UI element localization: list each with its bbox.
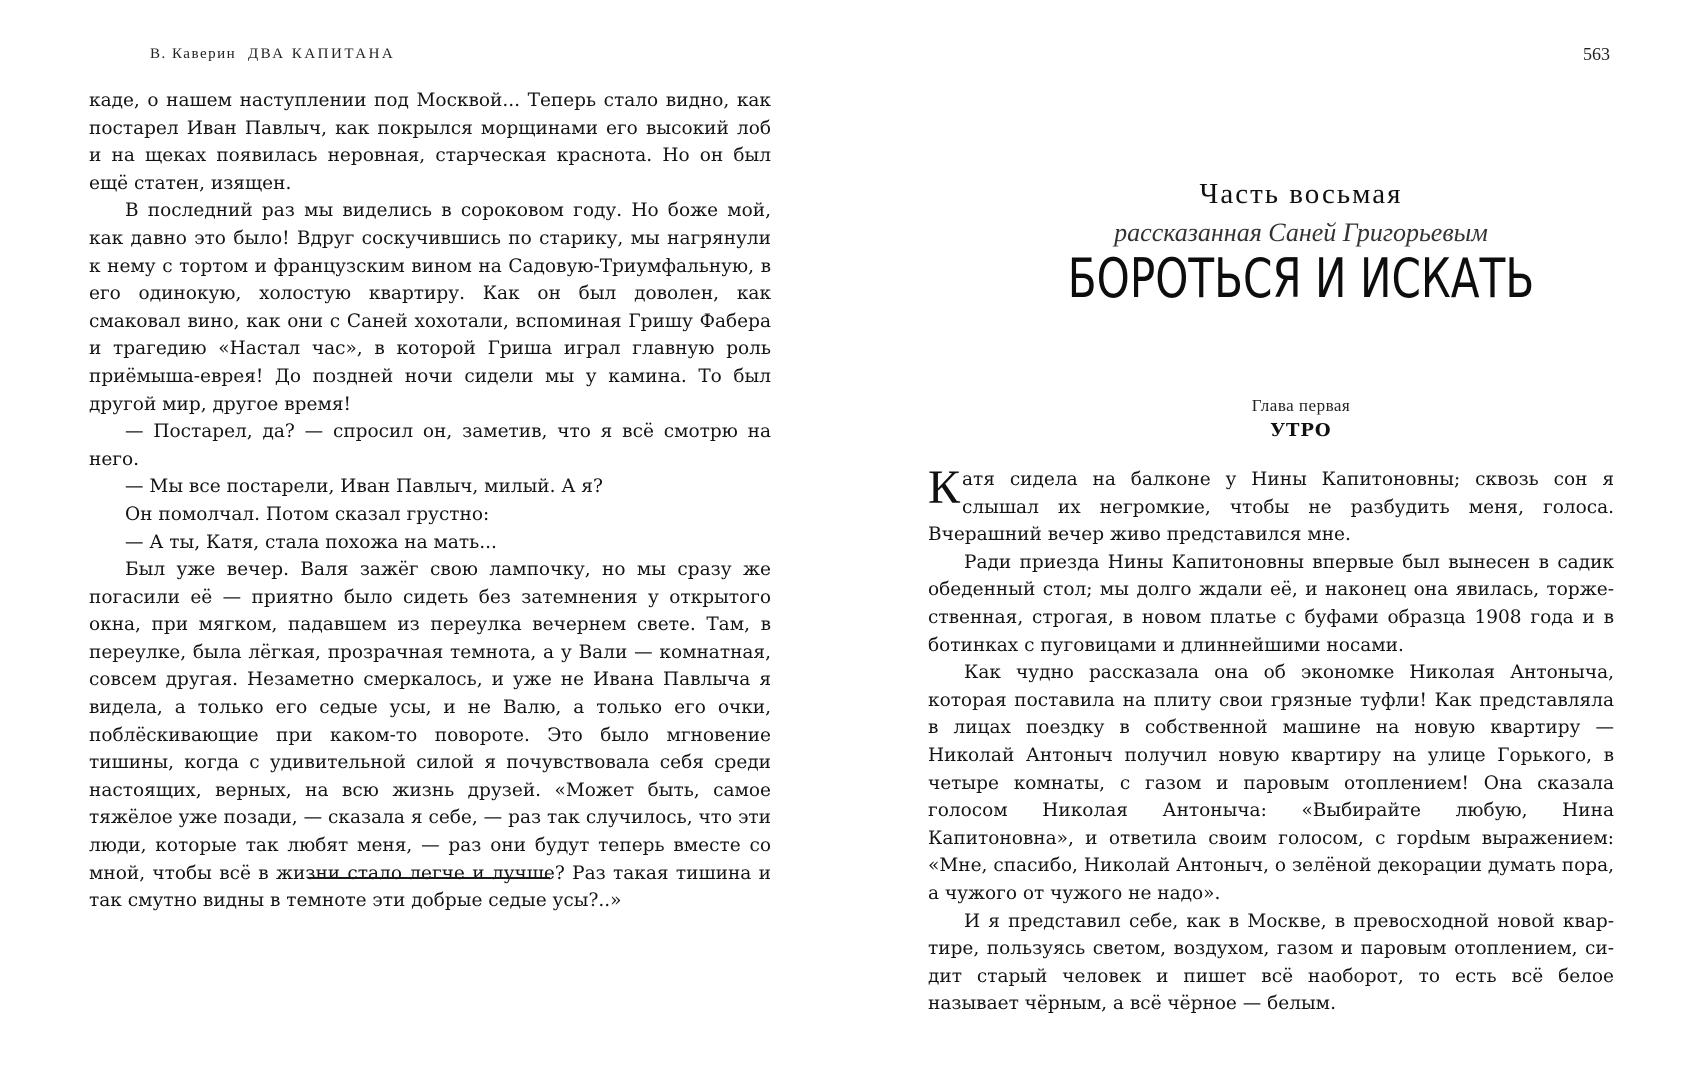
opening-paragraph-text: атя сидела на балконе у Нины Капитоновны; сквозь сон я слышал их негромкие, чтобы не разбудить меня, голоса. Вчерашний вечер живо представился мне.: [928, 469, 1614, 546]
running-head: [150, 46, 395, 63]
part-title: Часть восьмая: [1199, 178, 1403, 210]
opening-paragraph: [928, 461, 1614, 549]
page-number: 563: [1583, 44, 1610, 64]
paragraph: Ради приезда Нины Капитоновны впервые был вынесен в садик обеденный стол; мы долго ждали её, и наконец она явилась, торжественная, строгая, в новом платье с буфами образца 1908 года и в ботинках с пуговицами и длиннейшими носами.: [928, 551, 1614, 656]
paragraph: И я представил себе, как в Москве, в превосходной новой квартире, пользуясь светом, воздухом, газом и паровым отоплением, сидит старый человек и пишет всё наоборот, то есть всё белое называет чёрным, а всё чёрное — белым.: [928, 910, 1614, 1015]
paragraph: каде, о нашем наступлении под Москвой... Теперь стало видно, как постарел Иван Павлыч, как покрылся морщинами его высокий лоб и на щеках появилась неровная, старческая краснота. Но он был ещё статен, изящен.: [89, 90, 771, 194]
right-body-text: [928, 461, 1614, 1018]
dialogue-line: — Постарел, да? — спросил он, заметив, что я всё смотрю на него.: [89, 421, 771, 470]
paragraph: В последний раз мы виделись в сороковом году. Но боже мой, как давно это было! Вдруг соскучившись по старику, мы нагрянули к нему с тортом и французским вином на Садовую-Триумфальную, в его одинокую, холостую квартиру. Как он был доволен, как смаковал вино, как они с Саней хохотали, вспоминая Гришу Фабера и трагедию «Настал час», в которой Гриша играл главную роль приёмыша-еврея! До поздней ночи сидели мы у камина. То был другой мир, другое время!: [89, 200, 771, 415]
running-head-author: В. Каверин: [150, 46, 237, 62]
right-page: [846, 0, 1692, 1080]
part-heading: БОРОТЬСЯ И ИСКАТЬ: [1067, 247, 1535, 310]
chapter-number: Глава первая: [1251, 396, 1351, 415]
dialogue-line: — Мы все постарели, Иван Павлыч, милый. А я?: [125, 476, 603, 498]
dialogue-line: — А ты, Катя, стала похожа на мать...: [125, 531, 497, 553]
chapter-title: УТРО: [1270, 420, 1332, 441]
running-head-title: ДВА КАПИТАНА: [247, 46, 396, 62]
paragraph: Как чудно рассказала она об экономке Николая Антоныча, которая поставила на плиту свои грязные туфли! Как представляла в лицах поездку в собственной машине на новую квартиру — Николай Антоныч получил новую квартиру на улице Горького, в четыре комнаты, с газом и паровым отоплением! Она сказала голосом Николая Антоныча: «Выбирайте любую, Нина Капитоновна», и ответила своим голосом, с горdым выражением: «Мне, спасибо, Николай Антоныч, о зелёной декорации думать пора, а чужого от чужого не надо».: [928, 662, 1614, 904]
paragraph: Был уже вечер. Валя зажёг свою лампочку, но мы сразу же погасили её — приятно было сидеть без затемнения у открытого окна, при мягком, падавшем из переулка вечернем свете. Там, в переулке, была лёгкая, прозрачная темнота, а у Вали — комнатная, совсем другая. Незаметно смеркалось, и уже не Ивана Павлыча я видела, а только его седые усы, и не Валю, а только его очки, поблёскивающие при каком-то повороте. Это было мгновение тишины, когда с удивительной силой я почувствовала себя среди настоящих, верных, на всю жизнь друзей. «Может быть, самое тяжёлое уже позади, — сказала я себе, — раз так случилось, что эти люди, которые так любят меня, — раз они будут теперь вместе со мной, чтобы всё в жизни стало легче и лучше? Раз такая тишина и так смутно видны в темноте эти добрые седые усы?..»: [89, 559, 771, 912]
left-body-text: [89, 87, 771, 915]
section-end-rule: [308, 877, 550, 879]
part-subtitle: рассказанная Саней Григорьевым: [1114, 218, 1488, 247]
drop-cap: К: [928, 461, 961, 514]
paragraph: Он помолчал. Потом сказал грустно:: [125, 503, 490, 525]
